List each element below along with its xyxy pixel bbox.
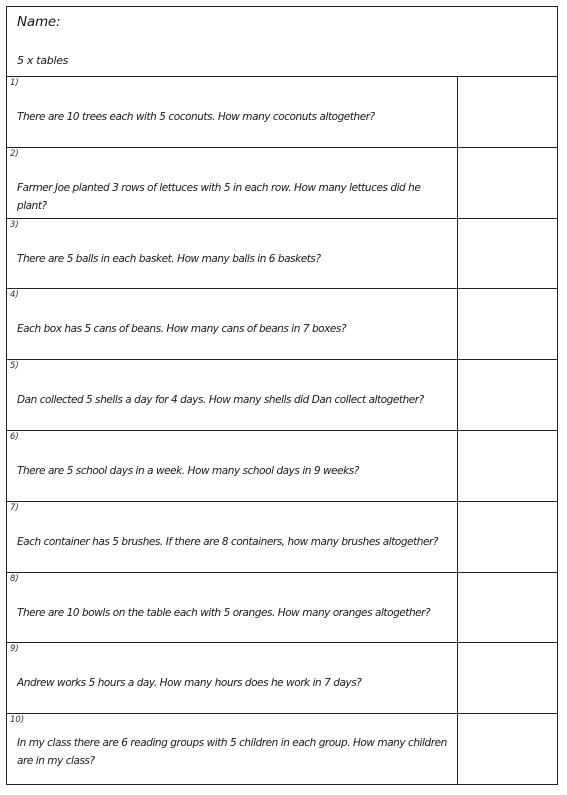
question-row-3 [7,219,557,290]
question-cell [7,643,458,713]
question-cell [7,573,458,643]
answer-box[interactable] [458,77,557,147]
answer-box[interactable] [458,431,557,501]
question-number: 5) [10,361,19,372]
question-number: 4) [10,290,19,301]
worksheet-header [7,7,557,77]
question-cell [7,219,458,289]
worksheet-title: 5 x tables [17,54,69,67]
question-text: There are 10 trees each with 5 coconuts. How many coconuts altogether? [17,111,375,123]
question-text: There are 5 balls in each basket. How many balls in 6 baskets? [17,252,321,265]
question-number: 2) [10,148,19,159]
question-cell [7,289,458,359]
answer-box[interactable] [458,148,557,218]
question-row-2 [7,148,557,219]
question-number: 9) [10,644,19,655]
question-cell [7,431,458,501]
question-text: There are 10 bowls on the table each with 5 oranges. How many oranges altogether? [17,606,431,619]
question-cell [7,360,458,430]
question-text: In my class there are 6 reading groups with 5 children in each group. How many children are in my class? [17,737,447,768]
question-row-7 [7,502,557,573]
answer-box[interactable] [458,643,557,713]
question-text: Each box has 5 cans of beans. How many cans of beans in 7 boxes? [17,323,347,336]
worksheet [6,6,558,785]
question-row-9 [7,643,557,714]
question-text: Dan collected 5 shells a day for 4 days. How many shells did Dan collect altogether? [17,394,424,407]
question-cell [7,714,458,785]
answer-box[interactable] [458,289,557,359]
question-text: Each container has 5 brushes. If there are 8 containers, how many brushes altogether? [17,535,438,548]
question-row-1 [7,77,557,148]
answer-box[interactable] [458,573,557,643]
question-row-8 [7,573,557,644]
question-number: 1) [10,78,19,88]
question-text: Andrew works 5 hours a day. How many hours does he work in 7 days? [17,677,362,690]
question-number: 7) [10,502,19,513]
question-cell [7,148,458,218]
question-number: 3) [10,219,19,230]
question-row-6 [7,431,557,502]
question-number: 6) [10,431,19,442]
question-text: Farmer Joe planted 3 rows of lettuces with 5 in each row. How many lettuces did he plant? [17,181,421,212]
question-text: There are 5 school days in a week. How many school days in 9 weeks? [17,464,359,477]
question-row-5 [7,360,557,431]
answer-box[interactable] [458,219,557,289]
answer-box[interactable] [458,360,557,430]
question-cell [7,77,458,147]
name-label: Name: [17,14,61,30]
question-number: 10) [10,715,25,726]
question-cell [7,502,458,572]
question-row-10 [7,714,557,785]
question-number: 8) [10,573,19,584]
answer-box[interactable] [458,714,557,785]
question-row-4 [7,289,557,360]
answer-box[interactable] [458,502,557,572]
question-table [7,77,557,785]
